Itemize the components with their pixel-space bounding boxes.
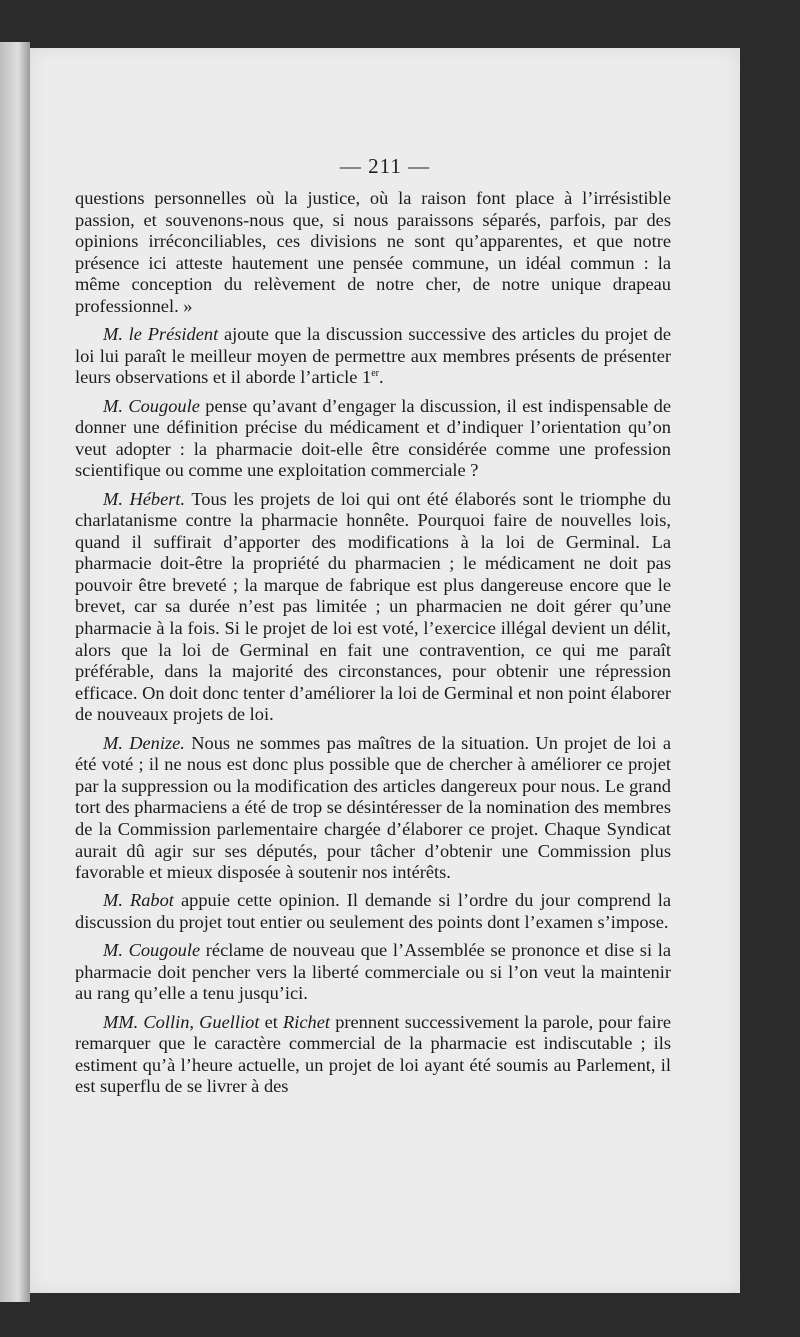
paragraph: M. Cougoule réclame de nouveau que l’Assemblée se prononce et dise si la pharmacie doit pencher vers la liberté commerciale ou si l’on veut la maintenir au rang qu’elle a tenu jusqu’ici. [75,940,671,1004]
paragraph: MM. Collin, Guelliot et Richet prennent successivement la parole, pour faire remarquer que le caractère commercial de la pharmacie est indiscutable ; ils estiment qu’à l’heure actuelle, un projet de loi ayant été soumis au Parlement, il est superflu de se livrer à des [75,1011,671,1097]
paragraph: questions personnelles où la justice, où la raison font place à l’irrésistible passion, et souvenons-nous que, si nous paraissons séparés, parfois, par des opinions irréconciliables, ces divisions ne sont qu’apparentes, et que notre présence ici atteste hautement une pensée commune, un idéal commun : la même conception du relèvement de notre cher, de notre unique drapeau professionnel. » [75,188,671,316]
paragraph: M. le Président ajoute que la discussion successive des articles du projet de loi lui paraît le meilleur moyen de permettre aux membres présents de présenter leurs observations et il aborde l’article 1er. [75,324,671,388]
adjacent-page-edge [0,42,30,1302]
page-number: — 211 — [339,154,431,178]
speaker-name: M. le Président [103,324,219,345]
paragraph: M. Rabot appuie cette opinion. Il demande si l’ordre du jour comprend la discussion du projet tout entier ou seulement des points dont l’examen s’impose. [75,890,671,932]
paragraph: M. Cougoule pense qu’avant d’engager la discussion, il est indispensable de donner une définition précise du médicament et d’indiquer l’orientation qu’on veut adopter : la pharmacie doit-elle être considérée comme une profession scientifique ou comme une exploitation commerciale ? [75,395,671,481]
speaker-name: M. Rabot [103,890,174,911]
speaker-name: MM. Collin, Guelliot [103,1011,260,1032]
speaker-name: M. Cougoule [103,395,200,416]
paragraph: M. Denize. Nous ne sommes pas maîtres de la situation. Un projet de loi a été voté ; il ne nous est donc plus possible que de chercher à améliorer ce projet par la suppression ou la modification des articles dangereux pour nous. Le grand tort des pharmaciens a été de trop se désintéresser de la nomination des membres de la Commission parlementaire chargée d’élaborer ce projet. Chaque Syndicat aurait dû agir sur ses députés, pour tâcher d’obtenir une Commission plus favorable et mieux disposée à soutenir nos intérêts. [75,732,671,883]
speaker-name: M. Cougoule [103,940,201,961]
body-text [75,188,671,1105]
paragraph: M. Hébert. Tous les projets de loi qui ont été élaborés sont le triomphe du charlatanisme contre la pharmacie honnête. Pourquoi faire de nouvelles lois, quand il suffirait d’apporter des modifications à la loi de Germinal. La pharmacie doit-être la propriété du pharmacien ; le médicament ne doit pas pouvoir être breveté ; la marque de fabrique est plus dangereuse encore que le brevet, car sa durée n’est pas limitée ; un pharmacien ne doit gérer qu’une pharmacie à la fois. Si le projet de loi est voté, l’exercice illégal devient un délit, alors que la loi de Germinal en fait une contravention, ce qui me paraît préférable, dans la majorité des circonstances, pour obtenir une répression efficace. On doit donc tenter d’améliorer la loi de Germinal et non point élaborer de nouveaux projets de loi. [75,488,671,725]
book-page [30,48,740,1293]
speaker-name: Richet [283,1011,331,1032]
speaker-name: M. Denize. [103,732,185,753]
speaker-name: M. Hébert. [103,488,186,509]
